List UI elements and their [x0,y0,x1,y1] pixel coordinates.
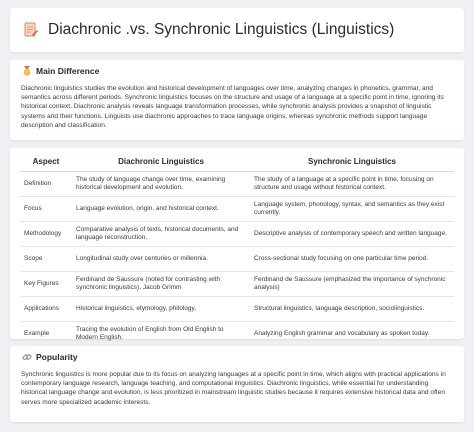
table-row [20,297,454,322]
diachronic-cell: Language evolution, origin, and historical context. [72,197,250,222]
main-difference-card [10,60,464,140]
main-difference-text: Diachronic linguistics studies the evolution and historical development of languages over time, analyzing changes in phonetics, grammar, and semantics across different periods. Synchronic linguistics focuses on the structure and usage of a language at a specific point in time, ignoring its historical context. Diachronic analysis reveals language transformation processes, while synchronic analysis provides a snapshot of linguistic systems and their functions. Linguists use diachronic approaches to trace language origins, whereas synchronic methods support language description and classification. [21,85,444,129]
synchronic-cell: The study of a language at a specific point in time, focusing on structure and usage without historical context. [250,172,454,197]
aspect-cell: Example [24,329,50,337]
aspect-cell: Scope [20,247,72,272]
medal-icon [22,66,32,76]
table-header-row [20,154,454,172]
synchronic-cell: Structural linguistics, language description, sociolinguistics. [250,297,454,322]
synchronic-cell: Descriptive analysis of contemporary speech and written language. [250,222,454,247]
page-title: Diachronic .vs. Synchronic Linguistics (Linguistics) [48,21,395,38]
synchronic-cell: Ferdinand de Saussure (emphasized the importance of synchronic analysis) [250,272,454,297]
comparison-table [20,154,454,346]
diachronic-cell: The study of language change over time, examining historical development and evolution. [72,172,250,197]
synchronic-cell: Cross-sectional study focusing on one particular time period. [250,247,454,272]
diachronic-cell: Historical linguistics, etymology, philology. [72,297,250,322]
table-row [20,322,454,347]
table-row [20,222,454,247]
column-header-synchronic: Synchronic Linguistics [250,154,454,172]
aspect-cell: Key Figures [20,272,72,297]
table-row [20,272,454,297]
synchronic-cell: Analyzing English grammar and vocabulary as spoken today. [254,329,430,337]
column-header-aspect: Aspect [20,154,72,172]
diachronic-cell: Ferdinand de Saussure (noted for contrasting with synchronic linguistics), Jacob Grimm [72,272,250,297]
main-difference-title: Main Difference [36,66,100,76]
diachronic-cell: Longitudinal study over centuries or millennia. [72,247,250,272]
synchronic-cell: Language system, phonology, syntax, and semantics as they exist currently. [250,197,454,222]
aspect-cell: Methodology [20,222,72,247]
aspect-cell: Applications [20,297,72,322]
document-pencil-icon [24,22,38,38]
table-row [20,172,454,197]
table-row [20,247,454,272]
main-difference-heading [22,66,99,76]
aspect-cell: Definition [20,172,72,197]
table-row [20,197,454,222]
popularity-text: Synchronic linguistics is more popular due to its focus on analyzing languages at a specific point in time, which aligns with practical applications in contemporary language research, language teaching, and computational linguistics. Diachronic linguistics, while essential for understanding historical language change and evolution, is less prioritized in mainstream linguistic studies because it requires extensive historical data and often serves more specialized academic interests. [21,371,446,406]
popularity-title: Popularity [36,352,78,362]
aspect-cell: Focus [20,197,72,222]
diachronic-cell: Tracing the evolution of English from Old English to Modern English. [76,325,224,341]
link-icon [22,352,32,362]
page-header [10,8,464,52]
comparison-card [10,148,464,339]
popularity-heading [22,352,78,362]
popularity-card [10,346,464,422]
column-header-diachronic: Diachronic Linguistics [72,154,250,172]
diachronic-cell: Comparative analysis of texts, historical documents, and language reconstruction. [72,222,250,247]
